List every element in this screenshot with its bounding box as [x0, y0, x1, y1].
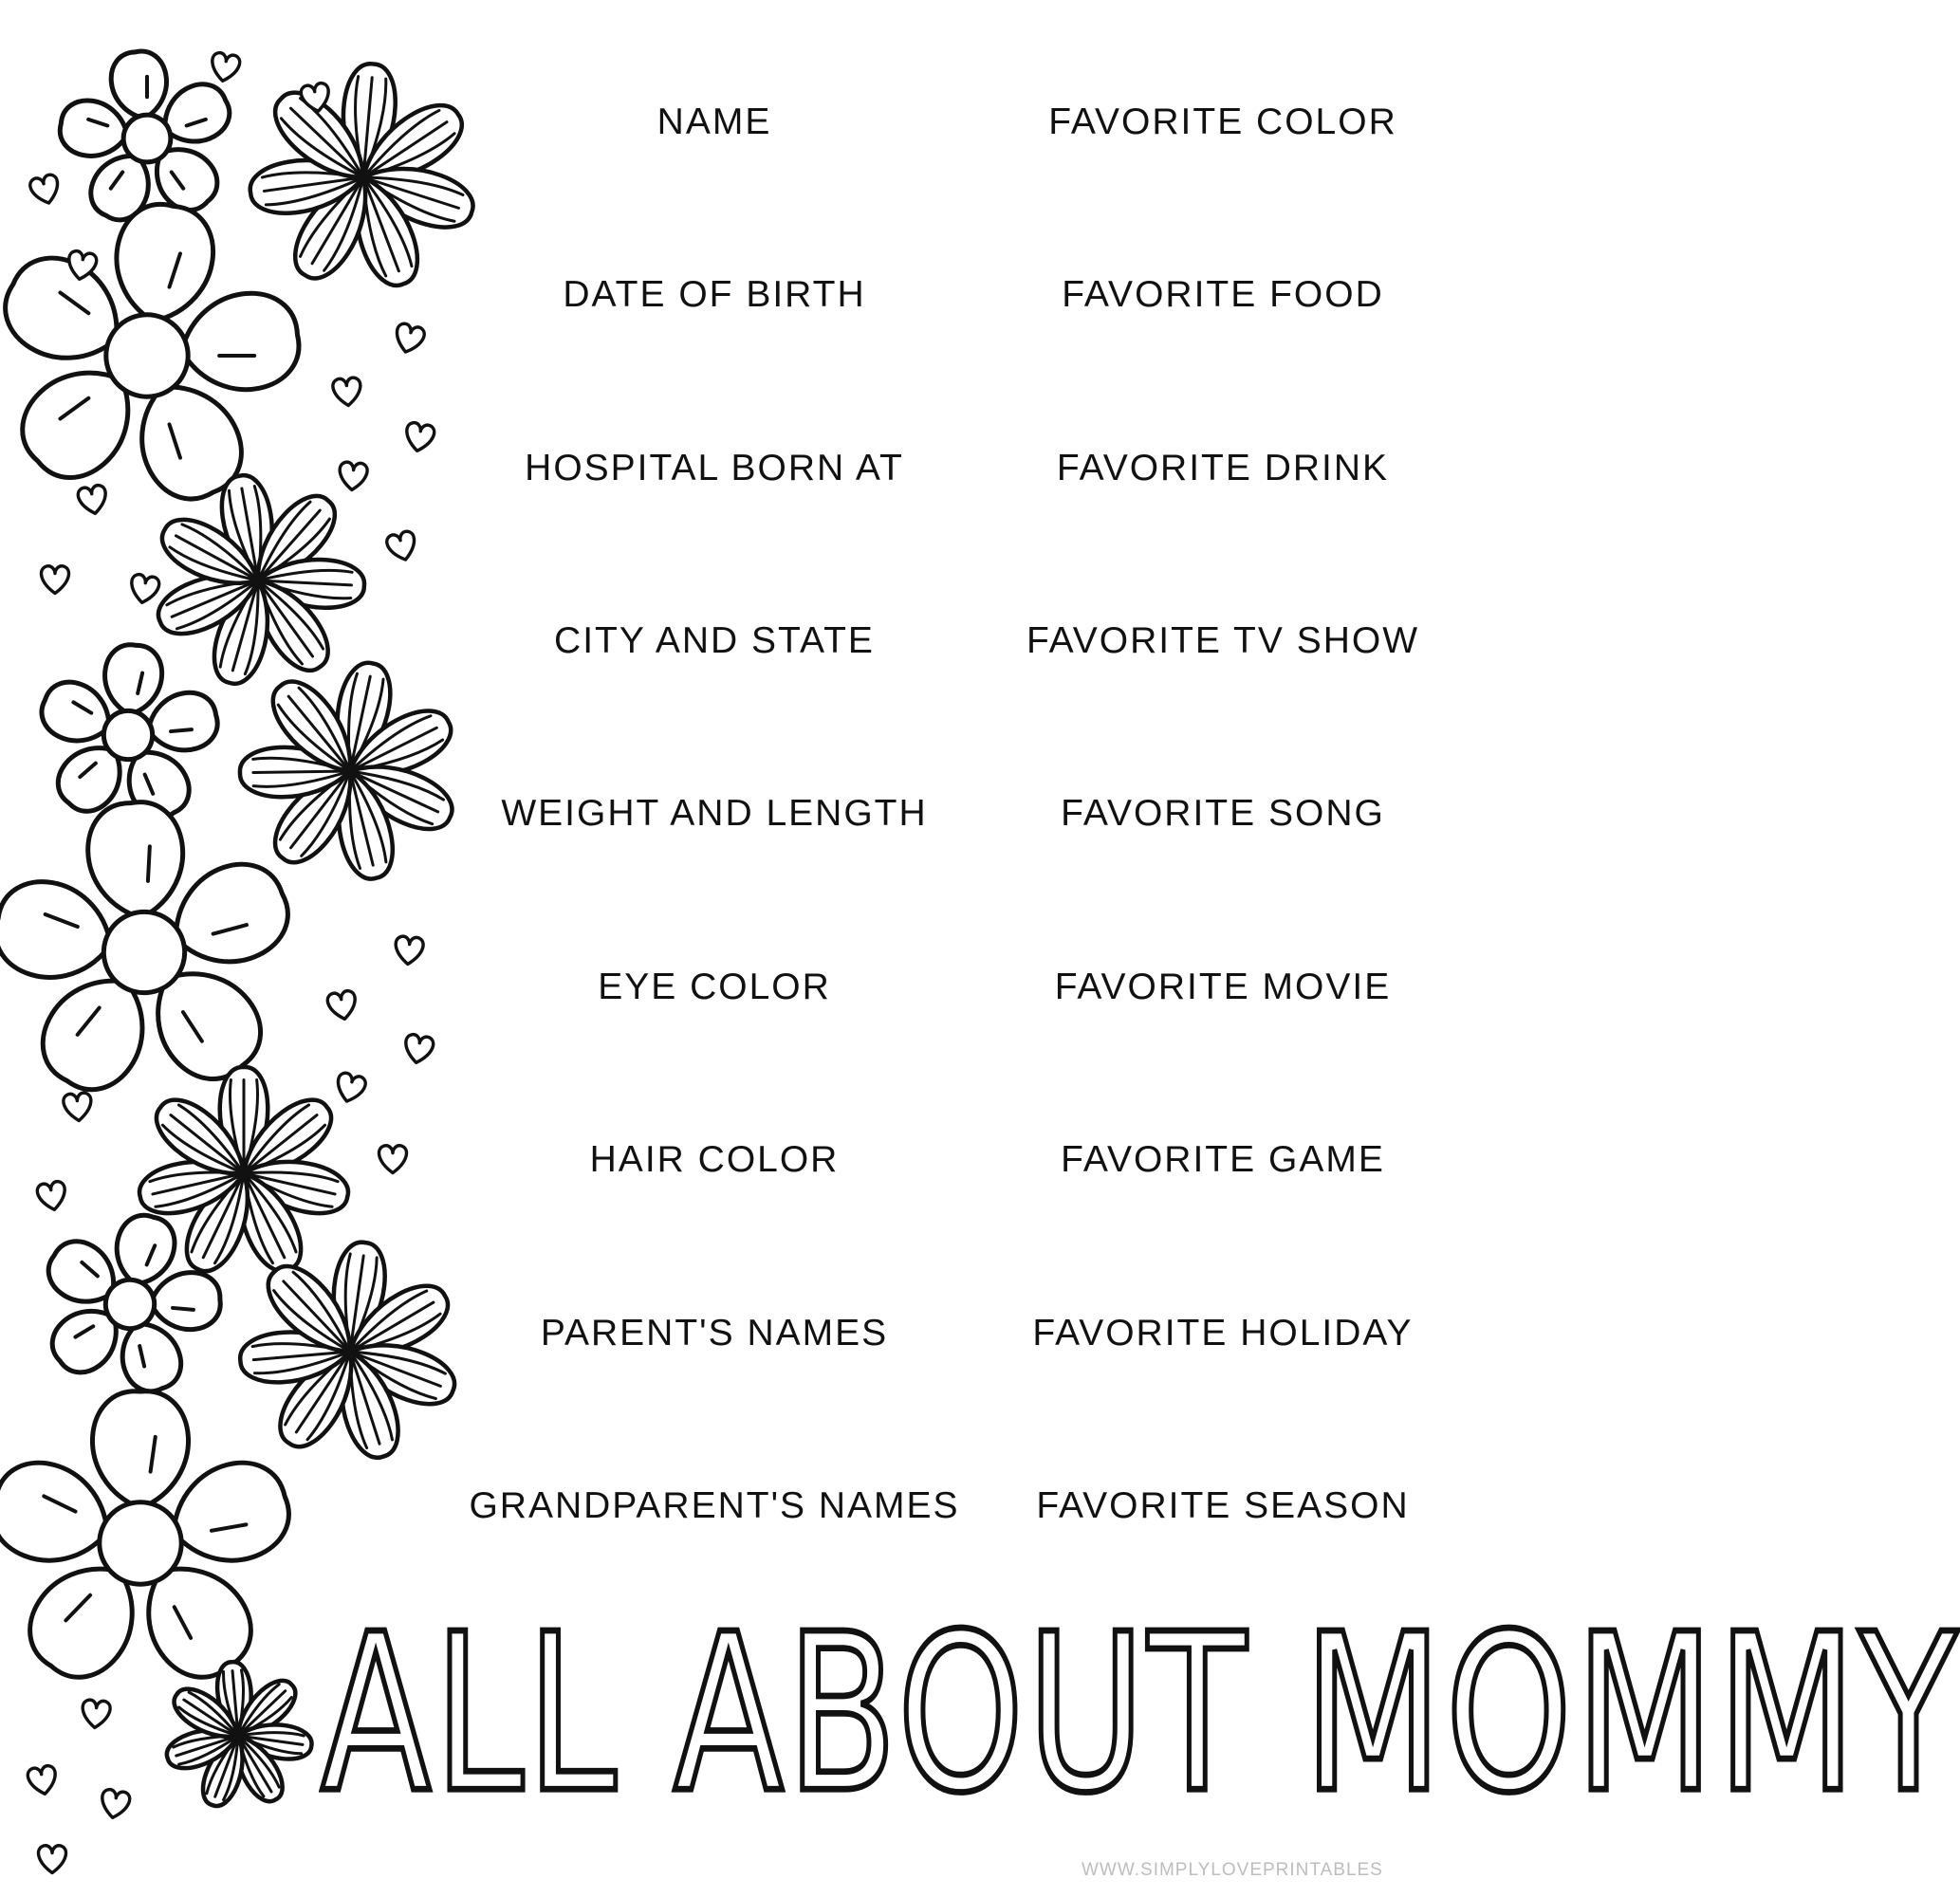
striped-flower-icon: [237, 54, 490, 301]
striped-flower-icon: [217, 640, 484, 902]
field-label-name: NAME: [656, 101, 772, 142]
page-title: ALL ABOUT MOMMY: [321, 1588, 1960, 1842]
heart-icon: [385, 530, 418, 563]
heart-icon: [77, 484, 108, 515]
field-label-favorite-holiday: FAVORITE HOLIDAY: [1032, 1313, 1414, 1354]
simple-flower-icon: [0, 178, 330, 532]
field-label-weight-and-length: WEIGHT AND LENGTH: [501, 793, 928, 834]
heart-icon: [209, 51, 240, 83]
field-label-favorite-song: FAVORITE SONG: [1061, 793, 1385, 834]
heart-icon: [27, 1764, 58, 1796]
field-label-city-and-state: CITY AND STATE: [554, 620, 875, 661]
field-label-date-of-birth: DATE OF BIRTH: [563, 274, 866, 315]
field-label-parents-names: PARENT'S NAMES: [540, 1313, 889, 1354]
field-label-favorite-movie: FAVORITE MOVIE: [1054, 967, 1392, 1007]
heart-icon: [332, 378, 361, 407]
footer-website: WWW.SIMPLYLOVEPRINTABLES: [1082, 1860, 1383, 1880]
heart-icon: [42, 566, 69, 594]
field-label-favorite-season: FAVORITE SEASON: [1036, 1485, 1410, 1526]
field-label-favorite-food: FAVORITE FOOD: [1062, 274, 1384, 315]
heart-icon: [402, 1033, 434, 1064]
heart-icon: [403, 421, 435, 452]
heart-icon: [128, 573, 159, 604]
field-label-grandparents-names: GRANDPARENT'S NAMES: [469, 1485, 960, 1526]
striped-flower-icon: [157, 1655, 321, 1815]
field-label-favorite-tv-show: FAVORITE TV SHOW: [1026, 620, 1420, 661]
field-label-favorite-drink: FAVORITE DRINK: [1056, 448, 1390, 488]
simple-flower-icon: [0, 1391, 300, 1695]
heart-icon: [99, 1788, 130, 1819]
heart-icon: [338, 462, 367, 491]
heart-icon: [63, 1093, 92, 1122]
heart-icon: [394, 936, 423, 966]
heart-icon: [326, 989, 358, 1021]
field-label-eye-color: EYE COLOR: [598, 967, 831, 1007]
heart-icon: [334, 1072, 367, 1105]
field-label-favorite-game: FAVORITE GAME: [1061, 1139, 1385, 1180]
heart-icon: [393, 322, 426, 356]
heart-icon: [379, 1146, 407, 1173]
field-label-hair-color: HAIR COLOR: [589, 1139, 840, 1180]
heart-icon: [39, 1846, 66, 1873]
field-label-hospital-born-at: HOSPITAL BORN AT: [525, 448, 904, 488]
heart-icon: [36, 1180, 67, 1211]
simple-flower-icon: [0, 789, 314, 1114]
field-label-favorite-color: FAVORITE COLOR: [1048, 101, 1397, 142]
heart-icon: [81, 1700, 110, 1729]
heart-icon: [28, 174, 62, 207]
